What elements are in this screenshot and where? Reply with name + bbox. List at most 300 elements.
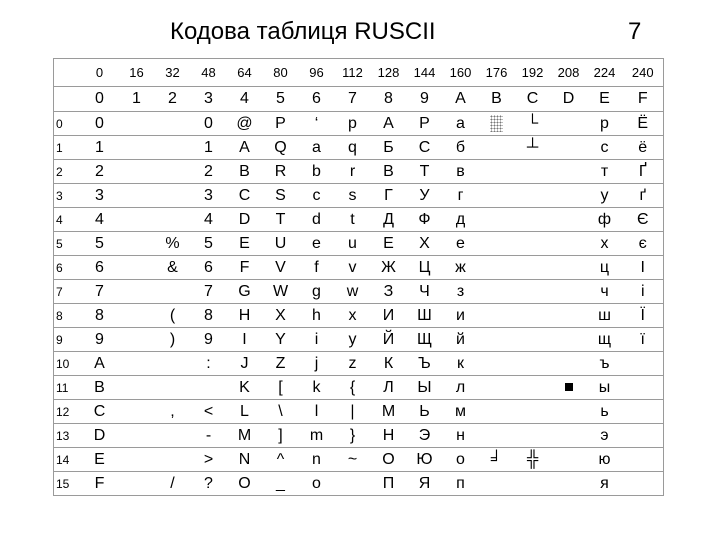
char-cell: ^ [263, 448, 299, 472]
table-row [54, 232, 664, 256]
row-hex-label: 4 [81, 208, 119, 232]
char-cell: Z [263, 352, 299, 376]
char-cell: р [587, 112, 623, 136]
row-hex-label: 6 [81, 256, 119, 280]
char-cell: н [443, 424, 479, 448]
decimal-offset-header: 32 [155, 59, 191, 87]
char-cell [119, 112, 155, 136]
decimal-offset-header: 144 [407, 59, 443, 87]
char-cell [155, 280, 191, 304]
row-decimal-label: 8 [54, 304, 81, 328]
char-cell: в [443, 160, 479, 184]
hex-column-header: D [551, 87, 587, 112]
char-cell [479, 184, 515, 208]
code-table [53, 58, 664, 496]
table-row [54, 280, 664, 304]
char-cell: Т [407, 160, 443, 184]
char-cell: ( [155, 304, 191, 328]
row-hex-label: D [81, 424, 119, 448]
char-cell: Ъ [407, 352, 443, 376]
decimal-offset-header: 176 [479, 59, 515, 87]
char-cell: Н [371, 424, 407, 448]
char-cell [155, 424, 191, 448]
char-cell: й [443, 328, 479, 352]
char-cell: % [155, 232, 191, 256]
char-cell: M [227, 424, 263, 448]
char-cell [155, 184, 191, 208]
char-cell [551, 280, 587, 304]
char-cell: A [227, 136, 263, 160]
char-cell: ґ [623, 184, 664, 208]
char-cell [479, 232, 515, 256]
char-cell [623, 424, 664, 448]
char-cell [479, 280, 515, 304]
char-cell: V [263, 256, 299, 280]
char-cell: д [443, 208, 479, 232]
char-cell: ╛ [479, 448, 515, 472]
decimal-offset-header: 96 [299, 59, 335, 87]
char-cell [551, 424, 587, 448]
table-row [54, 184, 664, 208]
char-cell: ь [587, 400, 623, 424]
char-cell: І [623, 256, 664, 280]
char-cell: ╬ [515, 448, 551, 472]
char-cell [515, 160, 551, 184]
hex-column-header: 9 [407, 87, 443, 112]
char-cell [119, 280, 155, 304]
char-cell: _ [263, 472, 299, 496]
hex-column-header: A [443, 87, 479, 112]
char-cell [515, 208, 551, 232]
char-cell [155, 160, 191, 184]
char-cell: 8 [191, 304, 227, 328]
char-cell: Л [371, 376, 407, 400]
char-cell: ‘ [299, 112, 335, 136]
char-cell: Г [371, 184, 407, 208]
char-cell: g [299, 280, 335, 304]
char-cell: ? [191, 472, 227, 496]
char-cell: ┴ [515, 136, 551, 160]
char-cell: Е [371, 232, 407, 256]
char-cell: I [227, 328, 263, 352]
hex-column-header: 0 [81, 87, 119, 112]
hex-column-header: F [623, 87, 664, 112]
char-cell: 5 [191, 232, 227, 256]
char-cell: R [263, 160, 299, 184]
char-cell: - [191, 424, 227, 448]
char-cell [551, 136, 587, 160]
decimal-offset-header: 16 [119, 59, 155, 87]
char-cell: я [587, 472, 623, 496]
row-hex-label: 8 [81, 304, 119, 328]
char-cell [515, 400, 551, 424]
char-cell: 9 [191, 328, 227, 352]
hex-column-header: 4 [227, 87, 263, 112]
char-cell: ч [587, 280, 623, 304]
char-cell: ж [443, 256, 479, 280]
char-cell [155, 112, 191, 136]
page-number: 7 [628, 18, 642, 45]
char-cell [515, 256, 551, 280]
decimal-offset-row [54, 59, 664, 87]
char-cell: └ [515, 112, 551, 136]
char-cell: ~ [335, 448, 371, 472]
char-cell [515, 472, 551, 496]
row-decimal-label: 12 [54, 400, 81, 424]
char-cell: Ё [623, 112, 664, 136]
char-cell: л [443, 376, 479, 400]
table-row [54, 472, 664, 496]
char-cell: Э [407, 424, 443, 448]
char-cell [551, 352, 587, 376]
row-decimal-label: 4 [54, 208, 81, 232]
char-cell: И [371, 304, 407, 328]
char-cell: e [299, 232, 335, 256]
row-hex-label: C [81, 400, 119, 424]
row-hex-label: 3 [81, 184, 119, 208]
char-cell: P [263, 112, 299, 136]
char-cell [479, 424, 515, 448]
char-cell: ) [155, 328, 191, 352]
char-cell: p [335, 112, 371, 136]
char-cell: А [371, 112, 407, 136]
char-cell: ш [587, 304, 623, 328]
char-cell: B [227, 160, 263, 184]
char-cell [479, 376, 515, 400]
row-decimal-label: 5 [54, 232, 81, 256]
char-cell: Ф [407, 208, 443, 232]
char-cell [191, 376, 227, 400]
char-cell: X [263, 304, 299, 328]
char-cell: В [371, 160, 407, 184]
char-cell: m [299, 424, 335, 448]
char-cell: L [227, 400, 263, 424]
char-cell: Ґ [623, 160, 664, 184]
char-cell [155, 208, 191, 232]
char-cell: / [155, 472, 191, 496]
char-cell: м [443, 400, 479, 424]
char-cell: s [335, 184, 371, 208]
char-cell: q [335, 136, 371, 160]
char-cell: ъ [587, 352, 623, 376]
char-cell: 3 [191, 184, 227, 208]
char-cell: \ [263, 400, 299, 424]
char-cell: G [227, 280, 263, 304]
char-cell [479, 352, 515, 376]
char-cell [155, 136, 191, 160]
table-row [54, 160, 664, 184]
row-hex-label: B [81, 376, 119, 400]
char-cell [479, 112, 515, 136]
char-cell [515, 280, 551, 304]
char-cell: , [155, 400, 191, 424]
row-decimal-label: 10 [54, 352, 81, 376]
char-cell: N [227, 448, 263, 472]
char-cell [479, 136, 515, 160]
char-cell: Ш [407, 304, 443, 328]
char-cell: S [263, 184, 299, 208]
row-decimal-label: 6 [54, 256, 81, 280]
char-cell: о [443, 448, 479, 472]
row-decimal-label: 9 [54, 328, 81, 352]
char-cell [551, 448, 587, 472]
row-decimal-label: 11 [54, 376, 81, 400]
char-cell: Ж [371, 256, 407, 280]
char-cell: O [227, 472, 263, 496]
char-cell: 7 [191, 280, 227, 304]
decimal-offset-header: 128 [371, 59, 407, 87]
char-cell: М [371, 400, 407, 424]
table-row [54, 448, 664, 472]
char-cell: W [263, 280, 299, 304]
char-cell: О [371, 448, 407, 472]
char-cell [119, 424, 155, 448]
char-cell: : [191, 352, 227, 376]
char-cell: б [443, 136, 479, 160]
char-cell: b [299, 160, 335, 184]
decimal-offset-header: 192 [515, 59, 551, 87]
row-hex-label: 2 [81, 160, 119, 184]
char-cell [623, 448, 664, 472]
page-title: Кодова таблиця RUSCII [170, 18, 436, 45]
table-row [54, 112, 664, 136]
char-cell [479, 208, 515, 232]
row-hex-label: 1 [81, 136, 119, 160]
char-cell [551, 400, 587, 424]
char-cell: Ы [407, 376, 443, 400]
char-cell: & [155, 256, 191, 280]
char-cell [119, 208, 155, 232]
char-cell: к [443, 352, 479, 376]
char-cell [551, 112, 587, 136]
row-decimal-label: 0 [54, 112, 81, 136]
row-hex-label: E [81, 448, 119, 472]
hex-column-header: 5 [263, 87, 299, 112]
row-hex-label: 0 [81, 112, 119, 136]
char-cell [119, 472, 155, 496]
char-cell [119, 304, 155, 328]
decimal-offset-header: 240 [623, 59, 664, 87]
hex-column-header: E [587, 87, 623, 112]
char-cell [119, 184, 155, 208]
char-cell: Q [263, 136, 299, 160]
char-cell [155, 376, 191, 400]
black-square-glyph [565, 383, 573, 391]
hex-column-header: 7 [335, 87, 371, 112]
char-cell [515, 376, 551, 400]
char-cell: o [299, 472, 335, 496]
char-cell [335, 472, 371, 496]
char-cell: 4 [191, 208, 227, 232]
char-cell [479, 328, 515, 352]
char-cell: ] [263, 424, 299, 448]
table-row [54, 136, 664, 160]
char-cell: Я [407, 472, 443, 496]
row-hex-label: A [81, 352, 119, 376]
char-cell: T [263, 208, 299, 232]
row-decimal-label: 14 [54, 448, 81, 472]
char-cell: h [299, 304, 335, 328]
char-cell: п [443, 472, 479, 496]
char-cell: з [443, 280, 479, 304]
row-decimal-label: 2 [54, 160, 81, 184]
char-cell: Д [371, 208, 407, 232]
char-cell: { [335, 376, 371, 400]
char-cell: ї [623, 328, 664, 352]
char-cell: t [335, 208, 371, 232]
char-cell: а [443, 112, 479, 136]
char-cell [515, 304, 551, 328]
char-cell: j [299, 352, 335, 376]
table-row [54, 256, 664, 280]
table-row [54, 352, 664, 376]
hex-column-header: B [479, 87, 515, 112]
char-cell: k [299, 376, 335, 400]
char-cell: ё [623, 136, 664, 160]
row-hex-label: 5 [81, 232, 119, 256]
char-cell: Й [371, 328, 407, 352]
char-cell: 0 [191, 112, 227, 136]
char-cell: w [335, 280, 371, 304]
char-cell [119, 160, 155, 184]
char-cell: E [227, 232, 263, 256]
decimal-offset-header: 160 [443, 59, 479, 87]
char-cell: D [227, 208, 263, 232]
char-cell [155, 352, 191, 376]
char-cell: г [443, 184, 479, 208]
char-cell: n [299, 448, 335, 472]
hex-column-header: 8 [371, 87, 407, 112]
char-cell: Y [263, 328, 299, 352]
row-decimal-label: 15 [54, 472, 81, 496]
char-cell: т [587, 160, 623, 184]
char-cell: е [443, 232, 479, 256]
row-decimal-label: 13 [54, 424, 81, 448]
char-cell: Ю [407, 448, 443, 472]
char-cell [551, 256, 587, 280]
decimal-offset-header: 48 [191, 59, 227, 87]
char-cell: | [335, 400, 371, 424]
char-cell [551, 304, 587, 328]
row-decimal-label: 3 [54, 184, 81, 208]
char-cell: a [299, 136, 335, 160]
char-cell: и [443, 304, 479, 328]
char-cell [119, 232, 155, 256]
decimal-offset-header: 224 [587, 59, 623, 87]
char-cell: ц [587, 256, 623, 280]
hex-column-header: 2 [155, 87, 191, 112]
char-cell: К [371, 352, 407, 376]
char-cell: c [299, 184, 335, 208]
char-cell [479, 400, 515, 424]
char-cell: П [371, 472, 407, 496]
char-cell [515, 352, 551, 376]
char-cell [623, 472, 664, 496]
char-cell: U [263, 232, 299, 256]
row-hex-label: 9 [81, 328, 119, 352]
char-cell [551, 472, 587, 496]
char-cell [551, 160, 587, 184]
char-cell: } [335, 424, 371, 448]
char-cell: Р [407, 112, 443, 136]
char-cell [155, 448, 191, 472]
char-cell: З [371, 280, 407, 304]
hex-column-header: 6 [299, 87, 335, 112]
char-cell [551, 376, 587, 400]
char-cell: с [587, 136, 623, 160]
char-cell: y [335, 328, 371, 352]
char-cell [515, 184, 551, 208]
hex-column-row [54, 87, 664, 112]
table-row [54, 328, 664, 352]
char-cell: J [227, 352, 263, 376]
char-cell: H [227, 304, 263, 328]
char-cell: у [587, 184, 623, 208]
char-cell: Ь [407, 400, 443, 424]
char-cell [119, 400, 155, 424]
char-cell [551, 232, 587, 256]
char-cell [119, 256, 155, 280]
char-cell: z [335, 352, 371, 376]
hex-column-header: 3 [191, 87, 227, 112]
shade-block-glyph [490, 115, 503, 132]
char-cell [551, 184, 587, 208]
table-row [54, 304, 664, 328]
char-cell: K [227, 376, 263, 400]
char-cell: х [587, 232, 623, 256]
char-cell [119, 352, 155, 376]
char-cell [623, 400, 664, 424]
char-cell: < [191, 400, 227, 424]
corner-cell [54, 87, 81, 112]
table-row [54, 376, 664, 400]
char-cell: У [407, 184, 443, 208]
table-row [54, 208, 664, 232]
char-cell: u [335, 232, 371, 256]
char-cell [515, 328, 551, 352]
char-cell: Б [371, 136, 407, 160]
char-cell: ы [587, 376, 623, 400]
table-row [54, 400, 664, 424]
char-cell: щ [587, 328, 623, 352]
char-cell: Щ [407, 328, 443, 352]
char-cell [551, 328, 587, 352]
char-cell: 2 [191, 160, 227, 184]
char-cell [623, 376, 664, 400]
char-cell: і [623, 280, 664, 304]
char-cell [515, 232, 551, 256]
decimal-offset-header: 208 [551, 59, 587, 87]
char-cell: Є [623, 208, 664, 232]
char-cell: v [335, 256, 371, 280]
decimal-offset-header: 64 [227, 59, 263, 87]
row-decimal-label: 1 [54, 136, 81, 160]
char-cell [479, 256, 515, 280]
char-cell: d [299, 208, 335, 232]
hex-column-header: C [515, 87, 551, 112]
char-cell [515, 424, 551, 448]
row-decimal-label: 7 [54, 280, 81, 304]
corner-cell [54, 59, 81, 87]
char-cell: Ц [407, 256, 443, 280]
char-cell: r [335, 160, 371, 184]
char-cell: є [623, 232, 664, 256]
char-cell: Х [407, 232, 443, 256]
char-cell: [ [263, 376, 299, 400]
char-cell [623, 352, 664, 376]
char-cell: Ч [407, 280, 443, 304]
char-cell: С [407, 136, 443, 160]
